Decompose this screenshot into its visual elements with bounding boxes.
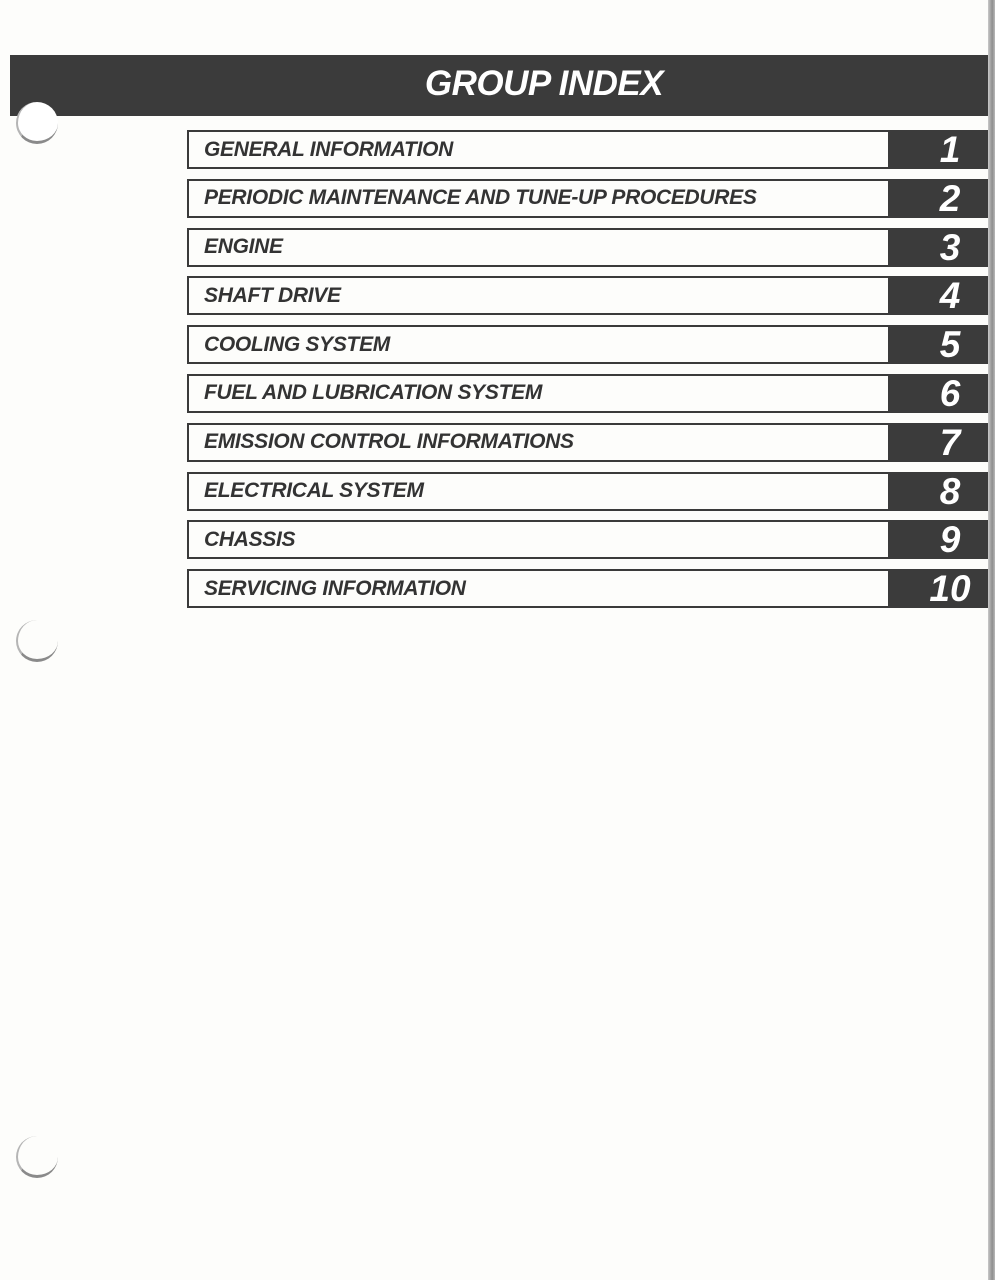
index-row-periodic-maintenance[interactable] bbox=[187, 179, 988, 218]
header-bar bbox=[10, 55, 988, 116]
index-label-box bbox=[187, 228, 888, 267]
index-label: SERVICING INFORMATION bbox=[204, 576, 466, 600]
index-tab-number[interactable]: 8 bbox=[888, 472, 988, 511]
index-row-engine[interactable] bbox=[187, 228, 988, 267]
index-tab-number[interactable]: 10 bbox=[888, 569, 988, 608]
index-tab-number[interactable]: 7 bbox=[888, 423, 988, 462]
index-row-chassis[interactable] bbox=[187, 520, 988, 559]
index-tab-number[interactable]: 4 bbox=[888, 276, 988, 315]
index-row-servicing-information[interactable] bbox=[187, 569, 988, 608]
index-label: COOLING SYSTEM bbox=[204, 332, 390, 356]
index-label: CHASSIS bbox=[204, 527, 296, 551]
index-row-emission-control[interactable] bbox=[187, 423, 988, 462]
index-label: SHAFT DRIVE bbox=[204, 283, 341, 307]
binder-hole-bottom bbox=[16, 1136, 58, 1178]
index-label: GENERAL INFORMATION bbox=[204, 137, 454, 161]
binder-hole-middle bbox=[16, 620, 58, 662]
index-tab-number[interactable]: 2 bbox=[888, 179, 988, 218]
index-tab-number[interactable]: 3 bbox=[888, 228, 988, 267]
index-label: ELECTRICAL SYSTEM bbox=[204, 479, 424, 503]
index-label-box bbox=[187, 130, 888, 169]
index-label-box bbox=[187, 276, 888, 315]
index-label-box bbox=[187, 325, 888, 364]
index-label-box bbox=[187, 423, 888, 462]
index-label-box bbox=[187, 569, 888, 608]
index-label: EMISSION CONTROL INFORMATIONS bbox=[204, 430, 574, 454]
index-row-fuel-lubrication[interactable] bbox=[187, 374, 988, 413]
index-tab-number[interactable]: 6 bbox=[888, 374, 988, 413]
index-row-shaft-drive[interactable] bbox=[187, 276, 988, 315]
index-label: FUEL AND LUBRICATION SYSTEM bbox=[204, 381, 543, 405]
index-tab-number[interactable]: 1 bbox=[888, 130, 988, 169]
index-tab-number[interactable]: 9 bbox=[888, 520, 988, 559]
index-label: ENGINE bbox=[204, 235, 283, 259]
page-title: GROUP INDEX bbox=[424, 64, 664, 103]
index-tab-number[interactable]: 5 bbox=[888, 325, 988, 364]
binder-hole-top bbox=[16, 102, 58, 144]
index-row-electrical-system[interactable] bbox=[187, 472, 988, 511]
index-label: PERIODIC MAINTENANCE AND TUNE-UP PROCEDURES bbox=[204, 186, 757, 210]
index-row-cooling-system[interactable] bbox=[187, 325, 988, 364]
index-label-box bbox=[187, 472, 888, 511]
index-label-box bbox=[187, 520, 888, 559]
page-right-edge bbox=[988, 0, 995, 1280]
index-label-box bbox=[187, 374, 888, 413]
group-index-list bbox=[187, 130, 988, 618]
index-row-general-information[interactable] bbox=[187, 130, 988, 169]
index-label-box bbox=[187, 179, 888, 218]
